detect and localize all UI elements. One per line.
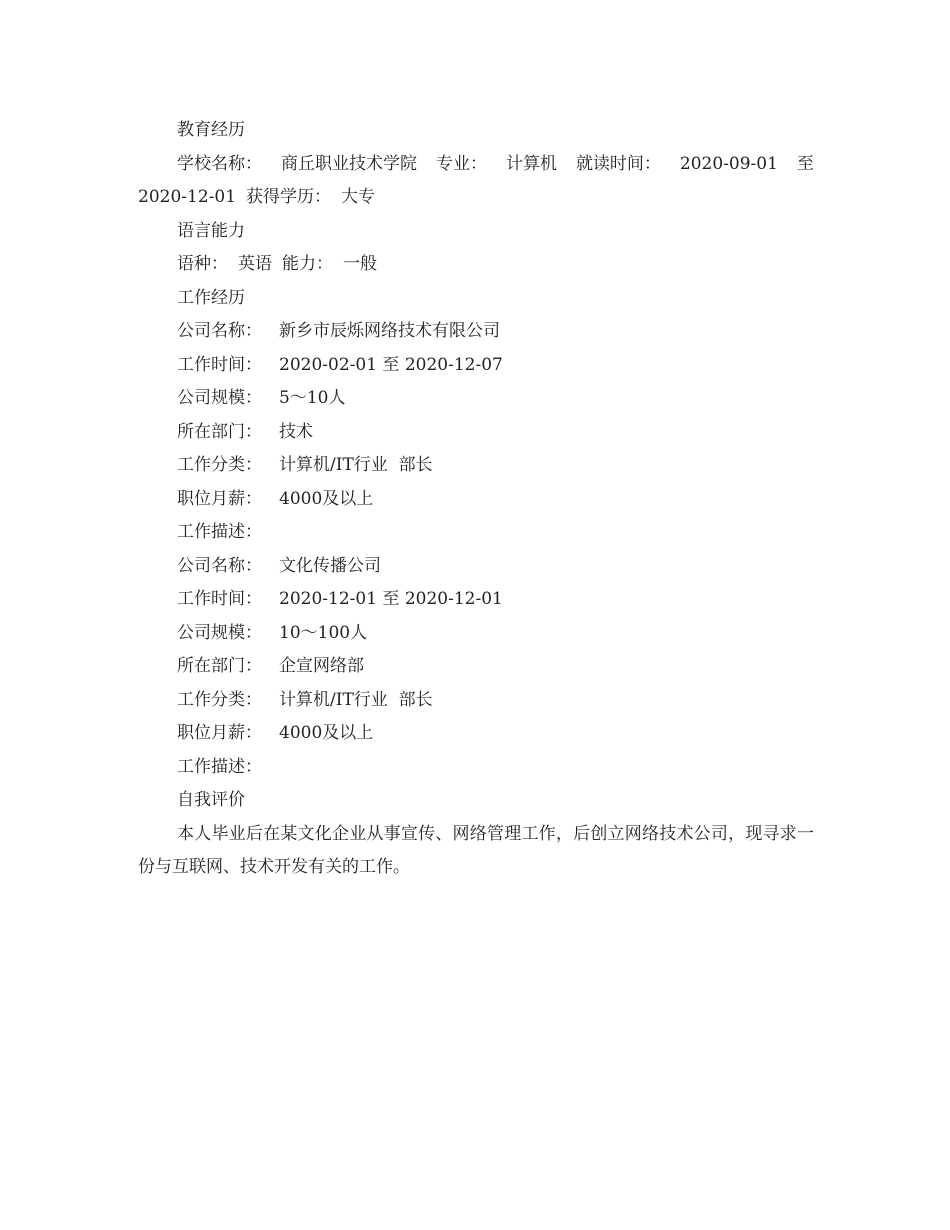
category-label: 工作分类： bbox=[177, 455, 262, 475]
school-label: 学校名称： bbox=[177, 153, 262, 174]
language-label: 语种： bbox=[177, 254, 228, 274]
dept-label: 所在部门： bbox=[177, 656, 262, 676]
salary-value: 4000及以上 bbox=[279, 488, 374, 509]
size-label: 公司规模： bbox=[177, 622, 262, 643]
job-description bbox=[138, 751, 814, 785]
category-label: 工作分类： bbox=[177, 689, 262, 710]
period-start: 2020-09-01 bbox=[679, 153, 778, 174]
education-line bbox=[138, 148, 814, 182]
company-value: 新乡市辰烁网络技术有限公司 bbox=[279, 321, 500, 341]
period-to: 至 bbox=[796, 153, 814, 174]
size-label: 公司规模： bbox=[177, 388, 262, 408]
job-category bbox=[138, 684, 814, 718]
time-value: 2020-12-01 至 2020-12-01 bbox=[279, 589, 503, 609]
salary-label: 职位月薪： bbox=[177, 723, 262, 743]
job-entry bbox=[138, 550, 814, 785]
dept-label: 所在部门： bbox=[177, 421, 262, 442]
company-label: 公司名称： bbox=[177, 555, 262, 576]
level-label: 能力： bbox=[282, 254, 333, 274]
school-name: 商丘职业技术学院 bbox=[280, 153, 417, 174]
job-dept bbox=[138, 650, 814, 684]
language-value: 英语 bbox=[238, 254, 272, 274]
self-eval-heading: 自我评价 bbox=[177, 790, 245, 810]
job-category bbox=[138, 449, 814, 483]
self-eval-text: 本人毕业后在某文化企业从事宣传、网络管理工作，后创立网络技术公司，现寻求一份与互联网、技术开发有关的工作。 bbox=[138, 823, 814, 877]
education-heading: 教育经历 bbox=[177, 120, 245, 140]
resume-content bbox=[138, 114, 814, 885]
job-company bbox=[138, 315, 814, 349]
period-end: 2020-12-01 bbox=[138, 187, 237, 207]
category-value: 计算机/IT行业 部长 bbox=[279, 455, 433, 475]
time-label: 工作时间： bbox=[177, 354, 262, 375]
salary-label: 职位月薪： bbox=[177, 488, 262, 509]
company-value: 文化传播公司 bbox=[279, 555, 381, 576]
job-entry bbox=[138, 315, 814, 550]
size-value: 10～100人 bbox=[279, 622, 368, 643]
job-salary bbox=[138, 717, 814, 751]
job-size bbox=[138, 617, 814, 651]
job-size bbox=[138, 382, 814, 416]
dept-value: 企宣网络部 bbox=[279, 656, 364, 676]
job-time bbox=[138, 583, 814, 617]
size-value: 5～10人 bbox=[279, 388, 346, 408]
job-description bbox=[138, 516, 814, 550]
time-value: 2020-02-01 至 2020-12-07 bbox=[279, 354, 503, 375]
work-heading: 工作经历 bbox=[177, 287, 245, 308]
language-line bbox=[138, 248, 814, 282]
salary-value: 4000及以上 bbox=[279, 723, 374, 743]
category-value: 计算机/IT行业 部长 bbox=[279, 689, 433, 710]
time-label: 工作时间： bbox=[177, 589, 262, 609]
job-company bbox=[138, 550, 814, 584]
degree-label: 获得学历： bbox=[246, 187, 332, 207]
company-label: 公司名称： bbox=[177, 321, 262, 341]
job-salary bbox=[138, 483, 814, 517]
period-label: 就读时间： bbox=[575, 153, 661, 174]
job-time bbox=[138, 349, 814, 383]
level-value: 一般 bbox=[343, 254, 377, 274]
description-label: 工作描述： bbox=[177, 522, 262, 542]
dept-value: 技术 bbox=[279, 421, 313, 442]
language-heading: 语言能力 bbox=[177, 220, 245, 241]
education-line-2 bbox=[138, 181, 814, 215]
major-label: 专业： bbox=[435, 153, 487, 174]
job-dept bbox=[138, 416, 814, 450]
degree-value: 大专 bbox=[341, 187, 376, 207]
description-label: 工作描述： bbox=[177, 756, 262, 777]
major-value: 计算机 bbox=[505, 153, 557, 174]
